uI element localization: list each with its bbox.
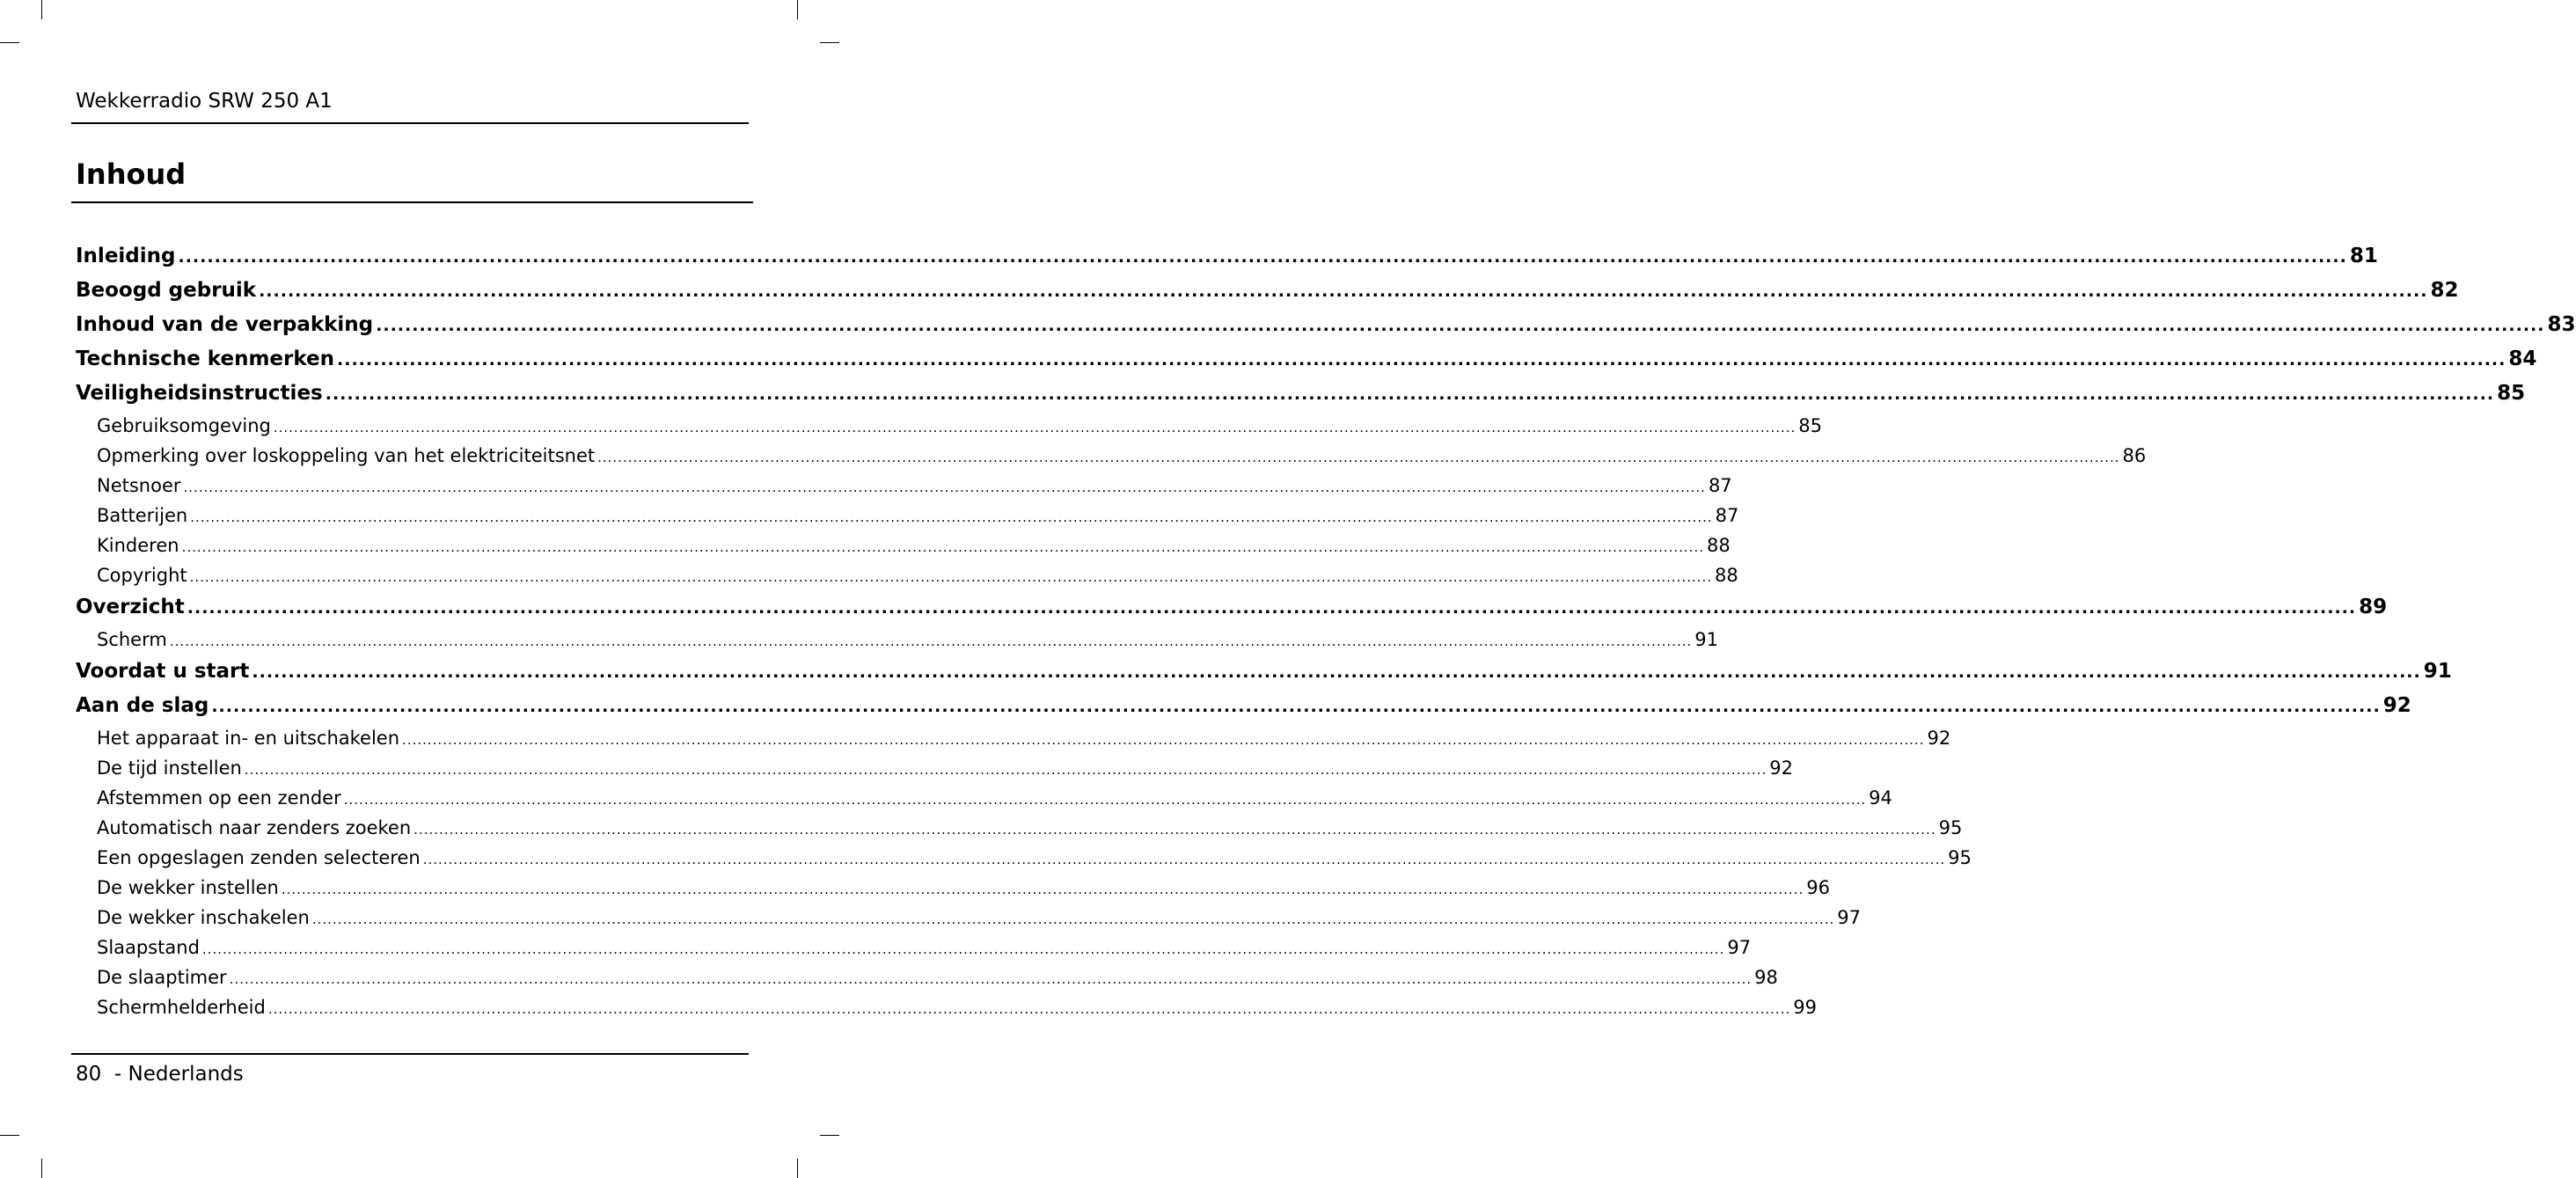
toc-entry-page-number: 87: [1708, 475, 1732, 496]
toc-chapter-entry[interactable]: [76, 308, 2576, 342]
toc-entry-label: Kinderen: [97, 535, 179, 556]
toc-section-entry[interactable]: [76, 471, 1732, 501]
toc-entry-label: Voordat u start: [76, 660, 250, 683]
dot-leader: ............................................................................................................................................................................................................................................................................................................: [376, 316, 2545, 335]
toc-entry-page-number: 92: [1927, 728, 1951, 749]
dot-leader: ............................................................................................................................................................................................................................................................................................................: [169, 633, 1693, 649]
toc-chapter-entry[interactable]: [76, 239, 2378, 274]
toc-entry-label: Automatisch naar zenders zoeken: [97, 817, 412, 838]
toc-entry-page-number: 81: [2349, 245, 2378, 267]
toc-entry-label: Afstemmen op een zender: [97, 787, 341, 809]
dot-leader: ............................................................................................................................................................................................................................................................................................................: [273, 420, 1797, 435]
crop-mark: [41, 1159, 42, 1178]
page-number: 80: [76, 1063, 102, 1086]
toc-entry-page-number: 83: [2547, 313, 2576, 336]
toc-section-entry[interactable]: [76, 873, 1830, 903]
toc-section-entry[interactable]: [76, 783, 1892, 813]
toc-section-entry[interactable]: [76, 753, 1793, 783]
toc-entry-label: Slaapstand: [97, 937, 200, 958]
toc-entry-page-number: 95: [1938, 817, 1963, 838]
toc-entry-page-number: 94: [1869, 787, 1892, 809]
dot-leader: ............................................................................................................................................................................................................................................................................................................: [259, 282, 2428, 301]
footer-rule: [71, 1053, 749, 1055]
toc-entry-page-number: 87: [1715, 505, 1739, 526]
toc-entry-label: Scherm: [97, 629, 167, 650]
toc-section-entry[interactable]: [76, 903, 1862, 933]
title-rule: [71, 201, 753, 203]
toc-entry-page-number: 86: [2122, 445, 2147, 466]
dot-leader: ............................................................................................................................................................................................................................................................................................................: [181, 539, 1704, 555]
toc-entry-label: Schermhelderheid: [97, 997, 266, 1018]
toc-entry-page-number: 84: [2508, 348, 2537, 370]
dot-leader: ............................................................................................................................................................................................................................................................................................................: [244, 762, 1767, 778]
toc-entry-label: Inleiding: [76, 245, 176, 267]
toc-entry-page-number: 89: [2359, 596, 2388, 618]
toc-entry-page-number: 98: [1754, 967, 1778, 988]
crop-mark: [797, 0, 798, 19]
toc-entry-page-number: 91: [2423, 660, 2452, 683]
page-title: Inhoud: [76, 157, 187, 191]
toc-entry-page-number: 85: [2497, 382, 2526, 405]
toc-section-entry[interactable]: [76, 501, 1739, 530]
toc-entry-page-number: 88: [1715, 565, 1738, 586]
dot-leader: ............................................................................................................................................................................................................................................................................................................: [281, 882, 1804, 897]
crop-mark: [41, 0, 42, 19]
toc-entry-page-number: 92: [2382, 694, 2411, 717]
running-header: Wekkerradio SRW 250 A1: [76, 90, 333, 113]
toc-entry-label: Opmerking over loskoppeling van het elektriciteitsnet: [97, 445, 596, 466]
dot-leader: ............................................................................................................................................................................................................................................................................................................: [343, 792, 1867, 808]
dot-leader: ............................................................................................................................................................................................................................................................................................................: [311, 911, 1835, 927]
dot-leader: ............................................................................................................................................................................................................................................................................................................: [183, 479, 1706, 495]
toc-chapter-entry[interactable]: [76, 655, 2452, 689]
toc-entry-page-number: 85: [1798, 415, 1823, 436]
crop-mark: [0, 1135, 19, 1136]
toc-entry-label: De wekker inschakelen: [97, 907, 310, 928]
dot-leader: ............................................................................................................................................................................................................................................................................................................: [597, 450, 2120, 465]
toc-entry-label: Overzicht: [76, 596, 185, 618]
dot-leader: ............................................................................................................................................................................................................................................................................................................: [178, 247, 2347, 267]
toc-section-entry[interactable]: [76, 813, 1963, 843]
toc-entry-page-number: 92: [1769, 757, 1793, 779]
toc-entry-page-number: 91: [1694, 629, 1718, 650]
toc-entry-label: Beoogd gebruik: [76, 279, 257, 302]
toc-entry-label: Technische kenmerken: [76, 348, 335, 370]
toc-entry-page-number: 88: [1707, 535, 1731, 556]
toc-entry-label: Gebruiksomgeving: [97, 415, 271, 436]
header-rule: [71, 122, 749, 124]
toc-entry-label: Het apparaat in- en uitschakelen: [97, 728, 400, 749]
toc-entry-page-number: 97: [1837, 907, 1862, 928]
dot-leader: ............................................................................................................................................................................................................................................................................................................: [229, 971, 1753, 987]
toc-section-entry[interactable]: [76, 962, 1778, 992]
dot-leader: ............................................................................................................................................................................................................................................................................................................: [190, 509, 1713, 525]
toc-entry-page-number: 96: [1806, 877, 1830, 898]
toc-entry-label: De slaaptimer: [97, 967, 227, 988]
dot-leader: ............................................................................................................................................................................................................................................................................................................: [211, 697, 2381, 716]
toc-entry-label: Veiligheidsinstructies: [76, 382, 323, 405]
toc-entry-label: Een opgeslagen zenden selecteren: [97, 847, 421, 868]
toc-chapter-entry[interactable]: [76, 590, 2388, 625]
dot-leader: ............................................................................................................................................................................................................................................................................................................: [187, 598, 2357, 618]
toc-entry-label: Batterijen: [97, 505, 188, 526]
toc-entry-page-number: 97: [1727, 937, 1752, 958]
toc-entry-label: Netsnoer: [97, 475, 181, 496]
dot-leader: ............................................................................................................................................................................................................................................................................................................: [189, 569, 1713, 585]
dot-leader: ............................................................................................................................................................................................................................................................................................................: [325, 384, 2495, 404]
dot-leader: ............................................................................................................................................................................................................................................................................................................: [402, 732, 1925, 748]
toc-entry-label: De tijd instellen: [97, 757, 242, 779]
crop-mark: [0, 42, 19, 43]
dot-leader: ............................................................................................................................................................................................................................................................................................................: [337, 350, 2506, 369]
crop-mark: [797, 1159, 798, 1178]
toc-section-entry[interactable]: [76, 723, 1951, 753]
dot-leader: ............................................................................................................................................................................................................................................................................................................: [267, 1001, 1791, 1017]
toc-chapter-entry[interactable]: [76, 274, 2459, 308]
toc-section-entry[interactable]: [76, 530, 1731, 560]
toc-entry-label: Aan de slag: [76, 694, 209, 717]
toc-chapter-entry[interactable]: [76, 377, 2526, 411]
crop-mark: [820, 1135, 839, 1136]
dot-leader: ............................................................................................................................................................................................................................................................................................................: [413, 822, 1936, 838]
toc-section-entry[interactable]: [76, 560, 1738, 590]
toc-section-entry[interactable]: [76, 843, 1972, 873]
toc-entry-label: Copyright: [97, 565, 187, 586]
page-footer: [76, 1061, 244, 1087]
toc-entry-label: Inhoud van de verpakking: [76, 313, 374, 336]
toc-entry-page-number: 99: [1793, 997, 1817, 1018]
toc-section-entry[interactable]: [76, 625, 1718, 655]
toc-section-entry[interactable]: [76, 992, 1817, 1022]
toc-entry-page-number: 82: [2430, 279, 2459, 302]
footer-language: - Nederlands: [113, 1063, 244, 1086]
toc-chapter-entry[interactable]: [76, 689, 2411, 723]
dot-leader: ............................................................................................................................................................................................................................................................................................................: [422, 852, 1946, 867]
crop-mark: [820, 42, 839, 43]
toc-entry-page-number: 95: [1948, 847, 1972, 868]
dot-leader: ............................................................................................................................................................................................................................................................................................................: [201, 941, 1725, 957]
toc-section-entry[interactable]: [76, 933, 1752, 962]
toc-chapter-entry[interactable]: [76, 342, 2537, 377]
dot-leader: ............................................................................................................................................................................................................................................................................................................: [252, 662, 2421, 682]
toc-section-entry[interactable]: [76, 441, 2147, 471]
toc-entry-label: De wekker instellen: [97, 877, 279, 898]
toc-section-entry[interactable]: [76, 411, 1823, 441]
